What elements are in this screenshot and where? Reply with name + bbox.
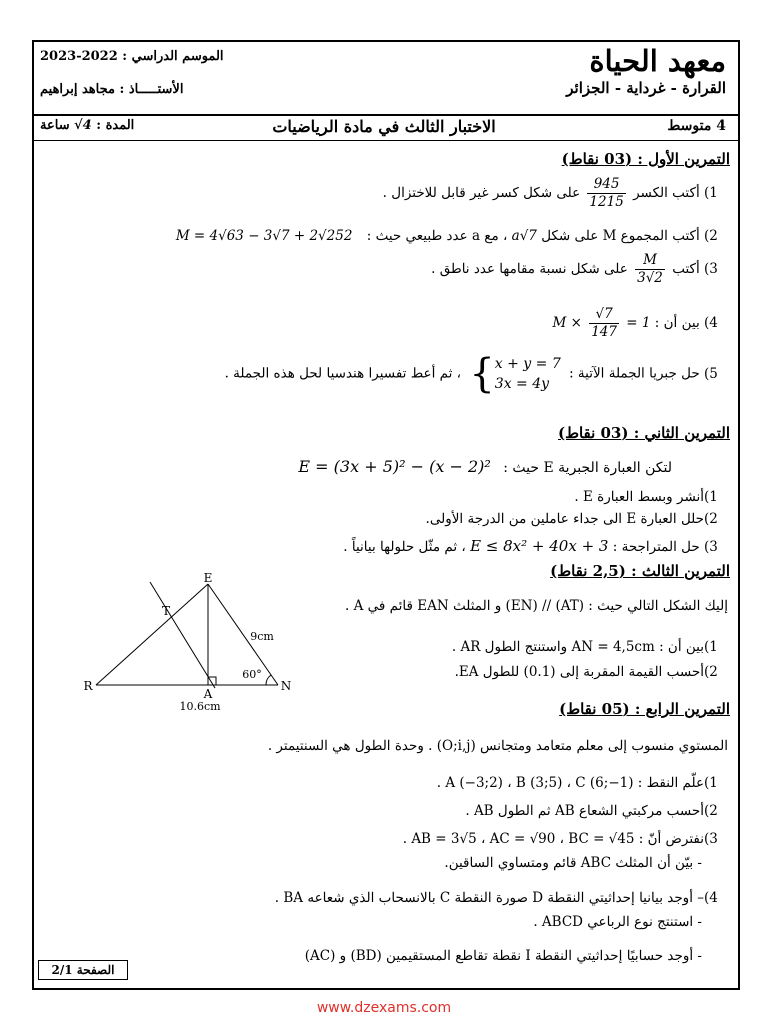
ex4-q2: 2)أحسب مركبتي الشعاع AB ثم الطول AB . — [465, 803, 718, 819]
ex2-expression: E = (3x + 5)² − (x − 2)² — [298, 457, 491, 476]
ex1-q2-expression: M = 4√63 − 3√7 + 2√252 — [175, 228, 353, 244]
angle-arc — [266, 675, 271, 685]
title-divider — [32, 140, 740, 141]
ex4-q1: 1)علّم النقط : A (−3;2) ، B (3;5) ، C (6;−1) . — [436, 775, 718, 791]
ex1-q4-expression: M × $\frac{√7}{147}$ = 1 — [552, 306, 651, 340]
ex1-q3-fraction: $\frac{M}{2√3}$ — [637, 252, 663, 286]
ex4-q4: 4)– أوجد بيانيا إحداثيتي النقطة D صورة النقطة C بالانسحاب الذي شعاعه BA . — [274, 890, 718, 906]
exercise3-title: التمرين الثالث : (2,5 نقاط) — [550, 562, 730, 580]
school-logo — [566, 44, 726, 98]
duration-value: √4 — [74, 118, 92, 133]
segment-RE — [96, 584, 208, 685]
duration-label — [40, 118, 134, 133]
ex3-q1: 1)بين أن : AN = 4,5cm واستنتج الطول AR . — [451, 639, 718, 655]
ex1-q1-fraction: $\frac{945}{1215}$ — [589, 176, 624, 210]
season-label: الموسم الدراسي : 2022-2023 — [40, 49, 224, 64]
level-label: 4 متوسط — [667, 118, 726, 134]
ex2-q2: 2)حلل العبارة E الى جداء عاملين من الدرجة الأولى. — [425, 511, 718, 527]
line-AT — [150, 582, 215, 688]
ex2-inequality: E ≤ 8x² + 40x + 3 — [470, 537, 609, 555]
header-divider — [32, 114, 740, 116]
logo-sub-text: القرارة - غرداية - الجزائر — [566, 79, 726, 97]
ex4-q3-sub: - بيّن أن المثلث ABC قائم ومتساوي الساقين. — [444, 855, 702, 871]
ex1-q1: 1) أكتب الكسر $\frac{945}{1215}$ على شكل كسر غير قابل للاختزال . — [382, 176, 718, 210]
ex1-q5-system: { x + y = 7 3x = 4y — [469, 351, 561, 397]
label-angle: 60° — [242, 668, 262, 681]
ex1-q4: 4) بين أن : M × $\frac{√7}{147}$ = 1 — [552, 306, 718, 340]
ex1-q5: 5) حل جبريا الجملة الآتية : { x + y = 7 3x = 4y ، ثم أعط تفسيرا هندسيا لحل هذه الجملة . — [224, 351, 718, 397]
website-link[interactable]: www.dzexams.com — [316, 1000, 452, 1016]
ex4-q5: - أوجد حسابيًا إحداثيتي النقطة I نقطة تقاطع المستقيمين (BD) و (AC) — [304, 948, 702, 964]
ex4-intro: المستوي منسوب إلى معلم متعامد ومتجانس (O;i,j) . وحدة الطول هي السنتيمتر . — [267, 738, 728, 754]
label-T: T — [161, 604, 171, 618]
ex4-q3: 3)نفترض أنّ : AB = 3√5 ، AC = √90 ، BC = √45 . — [402, 831, 718, 847]
ex4-q4-sub: - استنتج نوع الرباعي ABCD . — [533, 914, 702, 930]
exam-title: الاختبار الثالث في مادة الرياضيات — [272, 117, 496, 136]
ex2-intro: لتكن العبارة الجبرية E حيث : E = (3x + 5)² − (x − 2)² — [298, 457, 672, 476]
page-number: الصفحة 2/1 — [38, 960, 128, 980]
duration-unit: ساعة — [40, 118, 70, 133]
exercise1-title: التمرين الأول : (03 نقاط) — [561, 150, 730, 168]
duration-prefix: المدة : — [96, 118, 135, 133]
ex3-intro: إليك الشكل التالي حيث : (AT) // (EN) و المثلث EAN قائم في A . — [345, 598, 728, 614]
label-9cm: 9cm — [250, 630, 274, 643]
exercise2-title: التمرين الثاني : (03 نقاط) — [557, 424, 730, 442]
exercise4-title: التمرين الرابع : (05 نقاط) — [559, 700, 730, 718]
ex1-q3: 3) أكتب $\frac{M}{2√3}$ على شكل نسبة مقامها عدد ناطق . — [431, 252, 718, 286]
geometry-figure — [80, 570, 300, 715]
ex2-q3: 3) حل المتراجحة : E ≤ 8x² + 40x + 3 ، ثم مثّل حلولها بيانياً . — [343, 537, 718, 555]
label-N: N — [280, 679, 292, 693]
label-R: R — [83, 679, 93, 693]
logo-main-text: معهد الحياة — [589, 44, 726, 78]
teacher-label: الأستـــــاذ : مجاهد إبراهيم — [40, 82, 184, 97]
label-base: 10.6cm — [179, 700, 221, 713]
label-A: A — [203, 687, 213, 701]
ex2-q1: 1)أنشر وبسط العبارة E . — [574, 489, 718, 505]
ex3-q2: 2)أحسب القيمة المقربة إلى (0.1) للطول EA. — [454, 664, 718, 680]
label-E: E — [203, 571, 213, 585]
ex1-q2: 2) أكتب المجموع M على شكل a√7 ، مع a عدد طبيعي حيث : M = 4√63 − 3√7 + 2√252 — [175, 228, 718, 244]
